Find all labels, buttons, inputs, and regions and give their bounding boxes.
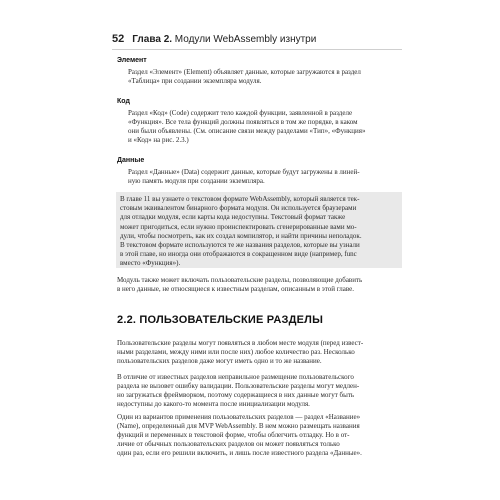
chapter-label: Глава 2. [132,34,173,45]
text-line: пользовательских разделов даже могут иметь одно и то же название. [117,357,322,365]
text-line: «Функция». Все тела функций должны появляться в том же порядке, в каком [128,118,358,126]
text-line: Раздел «Код» (Code) содержит тело каждой функции, заявленной в разделе [128,109,353,117]
text-line: недоступны до какого-то момента после инициализации модуля. [117,400,310,408]
text-line: и «Код» на рис. 2.3.) [128,136,189,144]
subsection-heading-data: Данные [117,157,145,164]
subsection-heading-code: Код [117,98,130,105]
subsection-heading-element: Элемент [117,57,147,64]
text-line: Модуль также может включать пользовательские разделы, позволяющие добавить [117,276,363,284]
text-line: один раз, если его решили включить, и лишь после известного раздела «Данные». [117,449,362,457]
body-paragraph-3 [117,413,400,458]
body-paragraph-2 [117,373,400,409]
text-line: (Name), определенный для MVP WebAssembly. В нем можно размещать названия [117,422,360,430]
text-line: В главе 11 вы узнаете о текстовом формате WebAssembly, который является тек- [120,195,360,203]
text-line: вместо «Функция»). [120,259,181,268]
text-line: они были объявлены. (См. описание связи между разделами «Тип», «Функция» [128,127,366,135]
text-line: может пригодиться, если нужно проинспектировать сгенерированные вами мо- [120,222,357,231]
text-line: дули, чтобы посмотреть, как их создал компилятор, и найти причины неполадок. [120,231,362,240]
text-line: Раздел «Элемент» (Element) объявляет данные, которые загружаются в раздел [128,68,361,76]
text-line: Пользовательские разделы могут появляться в любом месте модуля (перед извест- [117,339,364,347]
text-line: Один из вариантов применения пользовательских разделов — раздел «Название» [117,413,361,421]
text-line: ными разделами, между ними или после них) любое количество раз. Несколько [117,348,355,356]
text-line: личие от обычных пользовательских разделов он может появляться только [117,440,340,448]
text-line: в этой главе, но иногда они отображаются в сокращенном виде (например, func [120,250,357,259]
text-line: В текстовом формате используются те же названия разделов, которые вы узнали [120,241,360,250]
note-text [120,195,400,269]
subsection-text-data [128,168,400,186]
subsection-text-code [128,109,400,145]
text-line: В отличие от известных разделов неправильное размещение пользовательского [117,373,354,381]
text-line: функций и переменных в текстовой форме, чтобы облегчить отладку. Но в от- [117,431,350,439]
text-line: «Таблица» при создании экземпляра модуля. [128,77,262,85]
body-paragraph-1 [117,339,400,366]
text-line: но загружаться фреймворком, поэтому содержащиеся в них данные могут быть [117,391,355,399]
text-line: ную память модуля при создании экземпляра. [128,177,265,185]
text-line: стовым эквивалентом бинарного формата модуля. Он используется браузерами [120,204,357,213]
text-line: раздела не вызовет ошибку валидации. Пользовательские разделы могут медлен- [117,382,360,390]
running-header [112,33,316,47]
page-number: 52 [112,33,125,45]
section-heading: 2.2. ПОЛЬЗОВАТЕЛЬСКИЕ РАЗДЕЛЫ [117,314,324,326]
subsection-text-element [128,68,400,86]
text-line: в него данные, не относящиеся к известным разделам, описанным в этой главе. [117,285,355,293]
text-line: для отладки модуля, если карты кода недоступны. Текстовый формат также [120,213,346,222]
text-line: Раздел «Данные» (Data) содержит данные, которые будут загружены в линей- [128,168,360,176]
chapter-title: Модули WebAssembly изнутри [172,34,317,45]
header-divider [112,49,402,50]
paragraph-custom-sections-intro [117,276,400,294]
